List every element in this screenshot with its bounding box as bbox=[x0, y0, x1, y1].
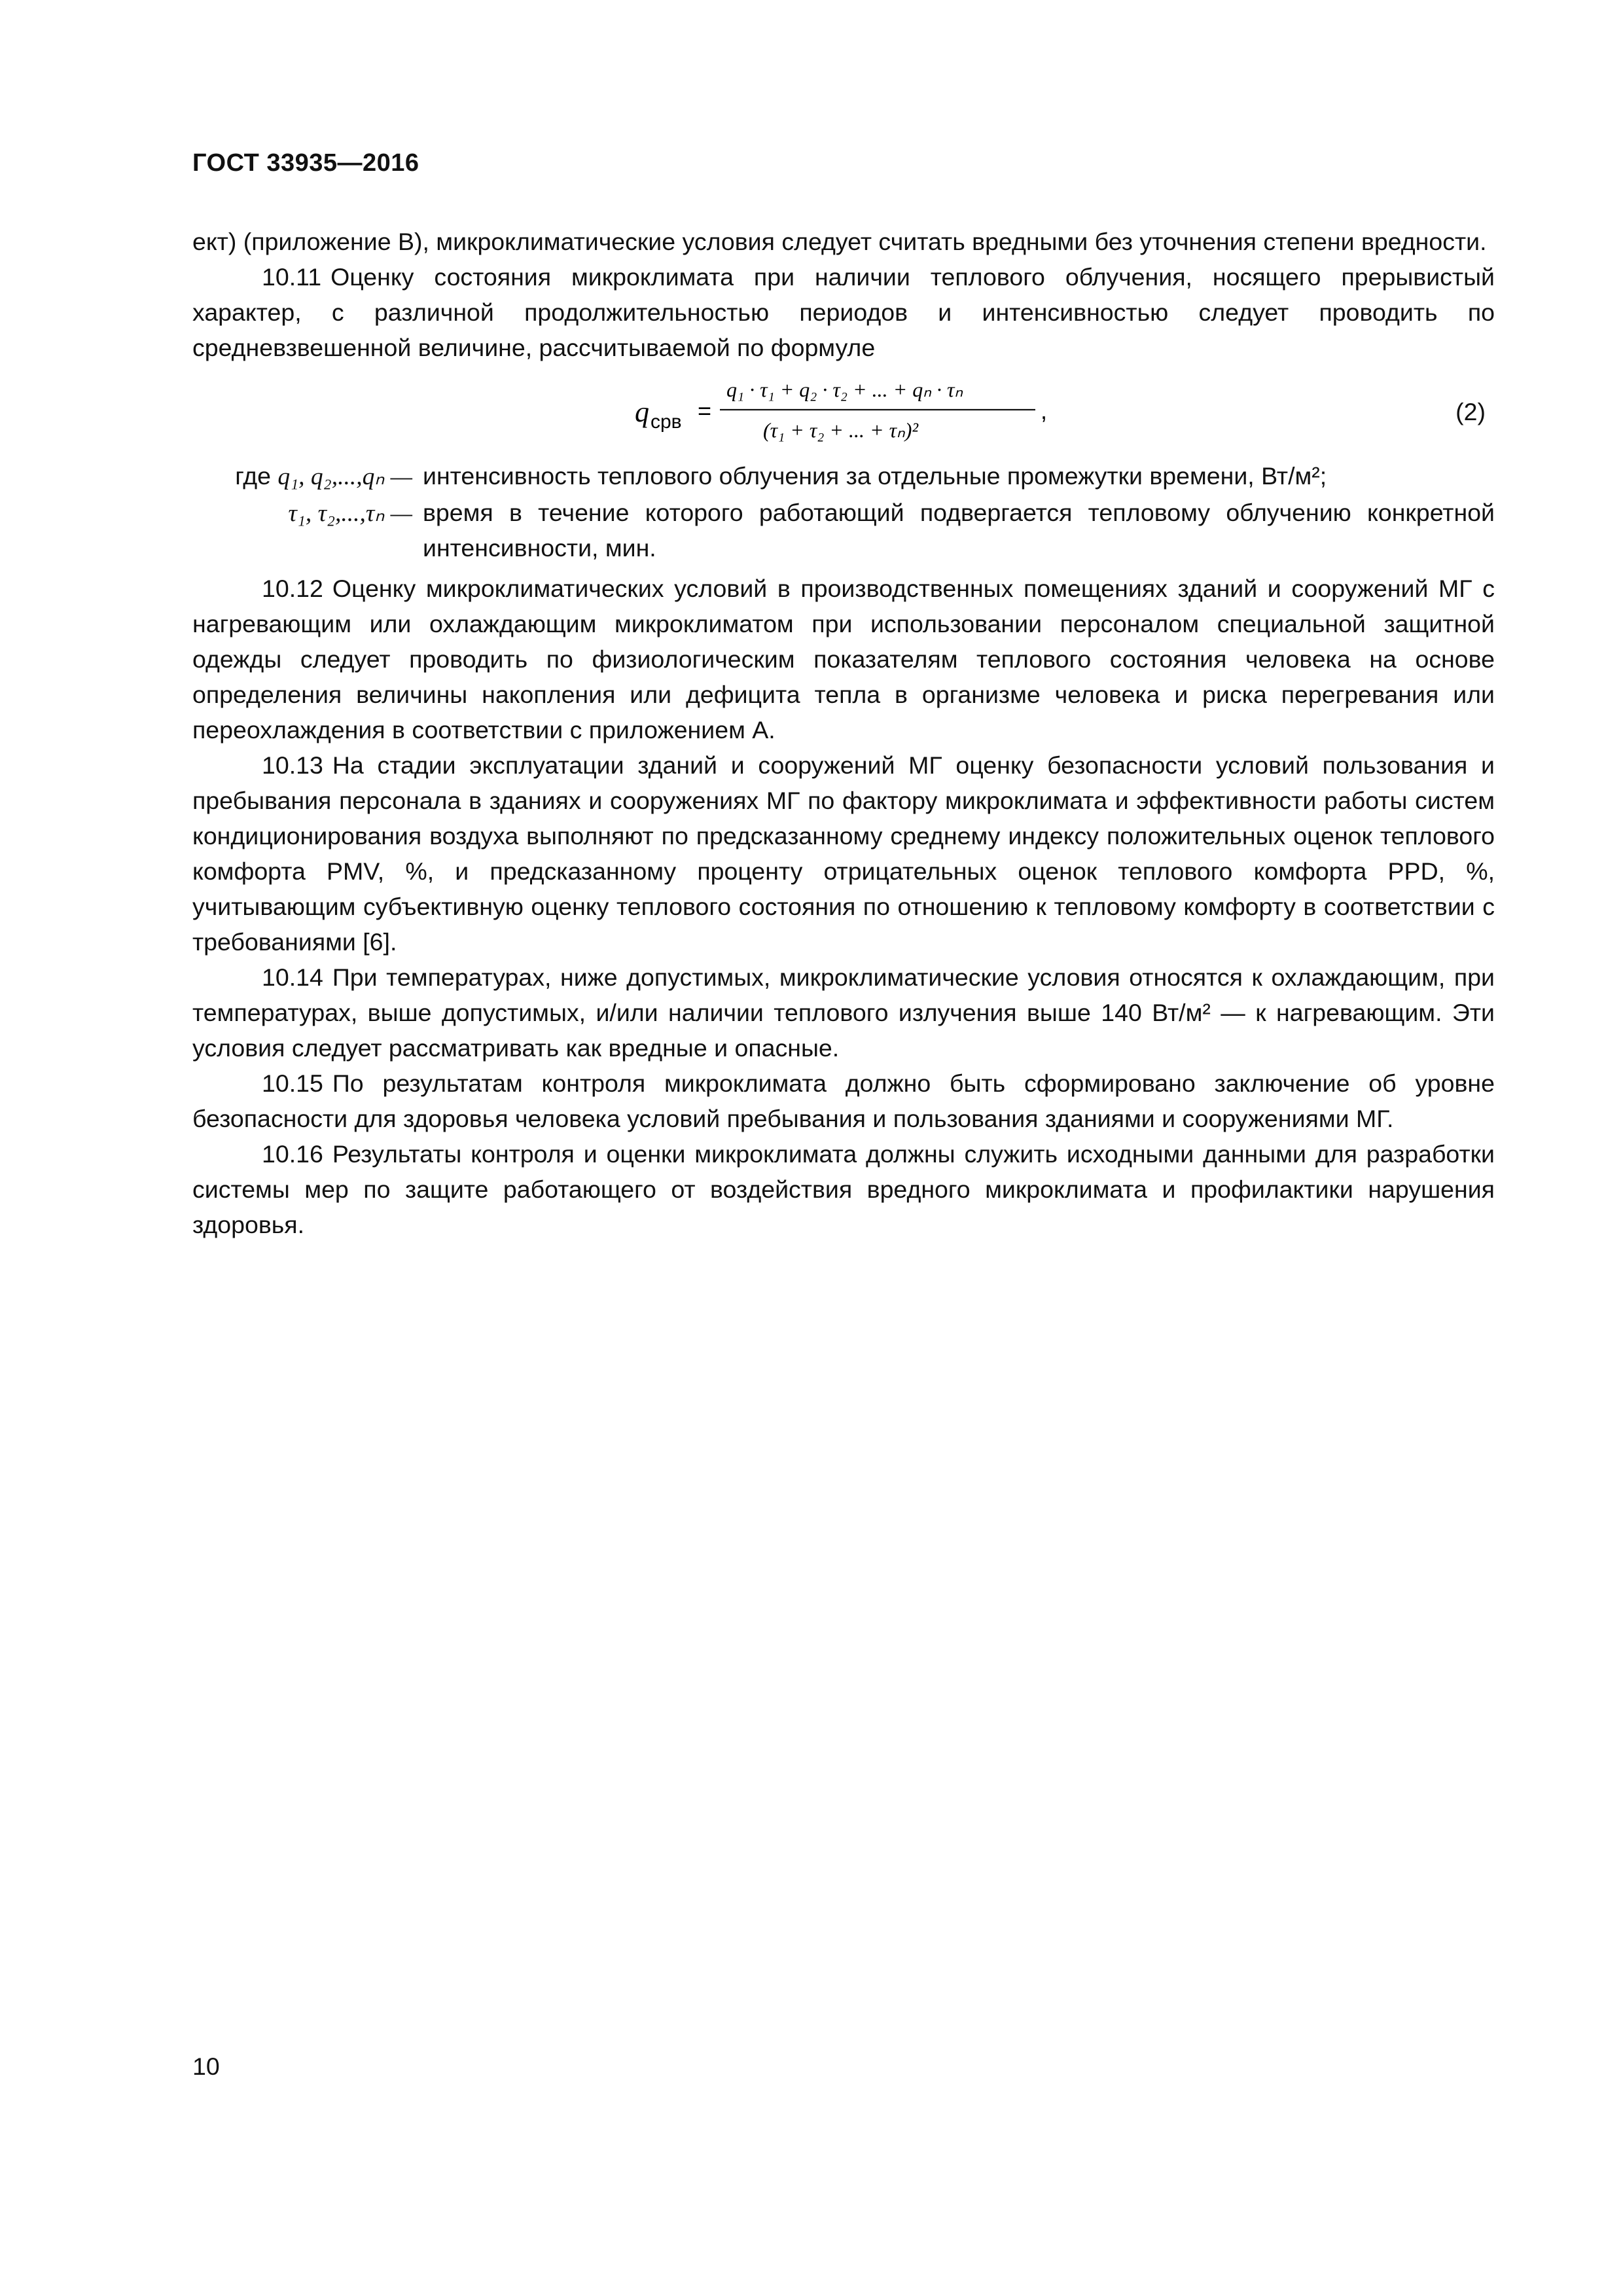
formula-trailing-comma: , bbox=[1041, 397, 1048, 424]
paragraph-10-15 bbox=[192, 1066, 1495, 1136]
paragraph-number: 10.13 bbox=[262, 751, 323, 779]
standard-title: ГОСТ 33935—2016 bbox=[192, 149, 419, 177]
where-intro: где bbox=[235, 462, 271, 490]
paragraph-text: Оценку микроклиматических условий в производственных помещениях зданий и сооружений МГ с нагревающим или охлаждающим микроклиматом при использовании персоналом специальной защитной одежды следует проводить по физиологическим показателям теплового состояния человека на основе определения величины накопления или дефицита тепла в организме человека и риска перегревания или переохлаждения в соответствии с приложением А. bbox=[192, 575, 1495, 744]
paragraph-number: 10.15 bbox=[262, 1069, 323, 1097]
formula-graphic bbox=[635, 368, 1054, 453]
paragraph-number: 10.16 bbox=[262, 1140, 323, 1168]
formula-lhs-subscript: срв bbox=[651, 411, 682, 433]
definition-row bbox=[192, 458, 1495, 495]
definition-row bbox=[192, 495, 1495, 565]
page-number: 10 bbox=[192, 2053, 220, 2080]
page-content bbox=[192, 224, 1495, 1242]
paragraph-text: При температурах, ниже допустимых, микроклиматические условия относятся к охлаждающим, при температурах, выше допустимых, и/или наличии теплового излучения выше 140 Вт/м² — к нагревающим. Эти условия следует рассматривать как вредные и опасные. bbox=[192, 963, 1495, 1062]
formula-weighted-average bbox=[635, 368, 1054, 463]
definition-text: интенсивность теплового облучения за отдельные промежутки времени, Вт/м²; bbox=[423, 462, 1327, 490]
equation-number: (2) bbox=[1455, 398, 1486, 425]
paragraph-10-11 bbox=[192, 259, 1495, 365]
where-definitions bbox=[192, 458, 1495, 565]
formula-numerator: q₁ · τ₁ + q₂ · τ₂ + ... + qₙ · τₙ bbox=[726, 378, 963, 401]
paragraph-number: 10.14 bbox=[262, 963, 323, 991]
formula-denominator: (τ₁ + τ₂ + ... + τₙ)² bbox=[763, 418, 919, 442]
paragraph-10-16 bbox=[192, 1136, 1495, 1242]
definition-text: время в течение которого работающий подвергается тепловому облучению конкретной интенсивности, мин. bbox=[423, 499, 1495, 562]
paragraph-10-14 bbox=[192, 960, 1495, 1066]
continuation-paragraph: ект) (приложение В), микроклиматические условия следует считать вредными без уточнения степени вредности. bbox=[192, 228, 1487, 255]
paragraph-text: Оценку состояния микроклимата при наличии теплового облучения, носящего прерывистый характер, с различной продолжительностью периодов и интенсивностью следует проводить по средневзвешенной величине, рассчитываемой по формуле bbox=[192, 263, 1495, 361]
paragraph-text: По результатам контроля микроклимата должно быть сформировано заключение об уровне безопасности для здоровья человека условий пребывания и пользования зданиями и сооружениями МГ. bbox=[192, 1069, 1495, 1132]
formula-block bbox=[192, 368, 1495, 454]
formula-equals: = bbox=[698, 397, 712, 424]
paragraph-number: 10.11 bbox=[262, 263, 322, 291]
paragraph-10-12 bbox=[192, 571, 1495, 747]
formula-lhs-symbol: q bbox=[635, 396, 649, 428]
paragraph-10-13 bbox=[192, 747, 1495, 960]
paragraph-number: 10.12 bbox=[262, 575, 323, 602]
paragraph-text: Результаты контроля и оценки микроклимата должны служить исходными данными для разработки системы мер по защите работающего от воздействия вредного микроклимата и профилактики нарушения здоровья. bbox=[192, 1140, 1495, 1238]
definition-symbol: τ₁, τ₂,...,τₙ — bbox=[288, 500, 412, 527]
paragraph-text: На стадии эксплуатации зданий и сооружений МГ оценку безопасности условий пользования и пребывания персонала в зданиях и сооружениях МГ по фактору микроклимата и эффективности работы систем кондиционирования воздуха выполняют по предсказанному среднему индексу положительных оценок теплового комфорта PMV, %, и предсказанному проценту отрицательных оценок теплового комфорта PPD, %, учитывающим субъективную оценку теплового состояния по отношению к тепловому комфорту в соответствии с требованиями [6]. bbox=[192, 751, 1495, 956]
definition-symbol: q₁, q₂,...,qₙ — bbox=[277, 463, 412, 490]
